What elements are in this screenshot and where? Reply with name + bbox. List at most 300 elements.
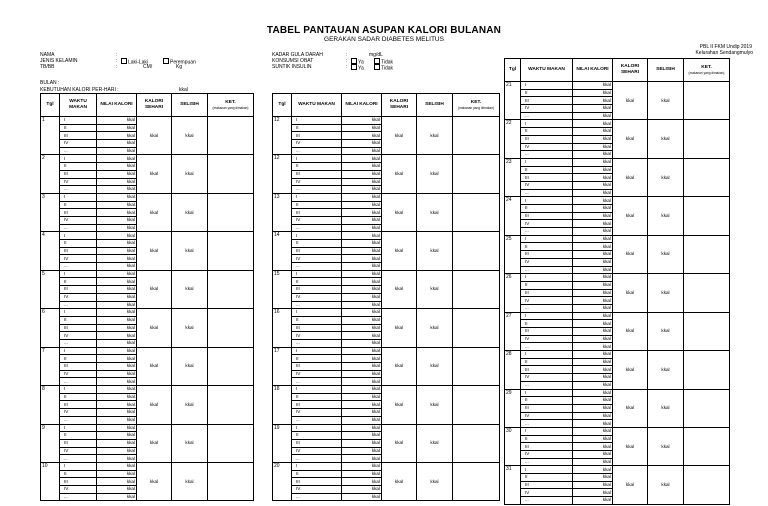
nilai-kalori-cell[interactable]: kkal bbox=[97, 170, 137, 178]
nilai-kalori-cell[interactable]: kkal bbox=[97, 386, 137, 394]
selisih-cell[interactable]: kkal bbox=[648, 274, 684, 312]
ket-cell[interactable] bbox=[684, 120, 730, 158]
ket-cell[interactable] bbox=[453, 270, 500, 308]
insulin-tidak-option[interactable] bbox=[374, 64, 393, 72]
meal-label: ... bbox=[521, 304, 573, 312]
meal-label: IV bbox=[521, 451, 573, 459]
nilai-kalori-cell[interactable]: kkal bbox=[573, 97, 613, 105]
meal-label: III bbox=[521, 212, 573, 220]
nilai-kalori-cell[interactable]: kkal bbox=[342, 363, 382, 371]
nilai-kalori-cell[interactable]: kkal bbox=[342, 416, 382, 424]
nilai-kalori-cell[interactable]: kkal bbox=[573, 297, 613, 305]
nilai-kalori-cell[interactable]: kkal bbox=[342, 301, 382, 309]
kalori-sehari-cell[interactable]: kkal bbox=[613, 158, 648, 196]
selisih-cell[interactable]: kkal bbox=[648, 427, 684, 465]
nilai-kalori-cell[interactable]: kkal bbox=[97, 216, 137, 224]
checkbox-icon[interactable] bbox=[121, 58, 127, 64]
selisih-cell[interactable]: kkal bbox=[172, 117, 208, 155]
selisih-cell[interactable]: kkal bbox=[417, 193, 453, 231]
nilai-kalori-cell[interactable]: kkal bbox=[573, 258, 613, 266]
nilai-kalori-cell[interactable]: kkal bbox=[573, 89, 613, 97]
ket-cell[interactable] bbox=[453, 424, 500, 462]
nilai-kalori-cell[interactable]: kkal bbox=[342, 216, 382, 224]
ket-cell[interactable] bbox=[684, 274, 730, 312]
nilai-kalori-cell[interactable]: kkal bbox=[97, 132, 137, 140]
nilai-kalori-cell[interactable]: kkal bbox=[342, 293, 382, 301]
kalori-sehari-cell[interactable]: kkal bbox=[137, 270, 172, 308]
nilai-kalori-cell[interactable]: kkal bbox=[573, 466, 613, 474]
nilai-kalori-cell[interactable]: kkal bbox=[573, 212, 613, 220]
table-row bbox=[505, 389, 730, 397]
nilai-kalori-cell[interactable]: kkal bbox=[97, 447, 137, 455]
nilai-kalori-cell[interactable]: kkal bbox=[342, 147, 382, 155]
meal-label: II bbox=[60, 124, 97, 132]
meal-label: II bbox=[521, 320, 573, 328]
kalori-sehari-cell[interactable]: kkal bbox=[613, 120, 648, 158]
header-tgl: Tgl bbox=[273, 94, 292, 117]
nilai-kalori-cell[interactable]: kkal bbox=[97, 393, 137, 401]
nilai-kalori-cell[interactable]: kkal bbox=[342, 155, 382, 163]
ket-cell[interactable] bbox=[208, 386, 254, 424]
nilai-kalori-cell[interactable]: kkal bbox=[573, 220, 613, 228]
selisih-cell[interactable]: kkal bbox=[417, 270, 453, 308]
kalori-sehari-cell[interactable]: kkal bbox=[382, 193, 417, 231]
nilai-kalori-cell[interactable]: kkal bbox=[342, 493, 382, 501]
ket-cell[interactable] bbox=[684, 82, 730, 120]
day-number: 10 bbox=[41, 462, 60, 500]
kalori-sehari-cell[interactable]: kkal bbox=[382, 424, 417, 462]
nilai-kalori-cell[interactable]: kkal bbox=[573, 289, 613, 297]
selisih-cell[interactable]: kkal bbox=[648, 158, 684, 196]
nilai-kalori-cell[interactable]: kkal bbox=[573, 374, 613, 382]
nilai-kalori-cell[interactable]: kkal bbox=[342, 386, 382, 394]
nilai-kalori-cell[interactable]: kkal bbox=[97, 470, 137, 478]
meal-label: I bbox=[292, 155, 342, 163]
nilai-kalori-cell[interactable]: kkal bbox=[573, 312, 613, 320]
meal-label: II bbox=[521, 281, 573, 289]
table-row bbox=[41, 155, 254, 163]
kalori-sehari-cell[interactable]: kkal bbox=[613, 197, 648, 235]
meal-label: ... bbox=[292, 416, 342, 424]
kalori-sehari-cell[interactable]: kkal bbox=[613, 389, 648, 427]
meal-label: III bbox=[60, 247, 97, 255]
ket-cell[interactable] bbox=[684, 466, 730, 504]
nilai-kalori-cell[interactable]: kkal bbox=[97, 201, 137, 209]
kalori-sehari-cell[interactable]: kkal bbox=[137, 155, 172, 193]
nilai-kalori-cell[interactable]: kkal bbox=[97, 263, 137, 271]
selisih-cell[interactable]: kkal bbox=[648, 120, 684, 158]
nilai-kalori-cell[interactable]: kkal bbox=[573, 235, 613, 243]
nilai-kalori-cell[interactable]: kkal bbox=[97, 240, 137, 248]
nilai-kalori-cell[interactable]: kkal bbox=[342, 409, 382, 417]
selisih-cell[interactable]: kkal bbox=[648, 466, 684, 504]
nilai-kalori-cell[interactable]: kkal bbox=[342, 486, 382, 494]
nilai-kalori-cell[interactable]: kkal bbox=[342, 370, 382, 378]
ket-cell[interactable] bbox=[684, 427, 730, 465]
kalori-sehari-cell[interactable]: kkal bbox=[137, 386, 172, 424]
nilai-kalori-cell[interactable]: kkal bbox=[97, 140, 137, 148]
selisih-cell[interactable]: kkal bbox=[417, 117, 453, 155]
nilai-kalori-cell[interactable]: kkal bbox=[97, 439, 137, 447]
table-row bbox=[273, 424, 500, 432]
ket-cell[interactable] bbox=[453, 462, 500, 500]
nilai-kalori-cell[interactable]: kkal bbox=[342, 316, 382, 324]
nilai-kalori-cell[interactable]: kkal bbox=[573, 320, 613, 328]
kalori-sehari-cell[interactable]: kkal bbox=[382, 117, 417, 155]
kalori-sehari-cell[interactable]: kkal bbox=[137, 462, 172, 500]
meal-label: III bbox=[292, 170, 342, 178]
nilai-kalori-cell[interactable]: kkal bbox=[97, 163, 137, 171]
nilai-kalori-cell[interactable]: kkal bbox=[342, 424, 382, 432]
nilai-kalori-cell[interactable]: kkal bbox=[342, 286, 382, 294]
nilai-kalori-cell[interactable]: kkal bbox=[97, 286, 137, 294]
nilai-kalori-cell[interactable]: kkal bbox=[97, 370, 137, 378]
nilai-kalori-cell[interactable]: kkal bbox=[97, 332, 137, 340]
nilai-kalori-cell[interactable]: kkal bbox=[573, 412, 613, 420]
nilai-kalori-cell[interactable]: kkal bbox=[342, 470, 382, 478]
meal-label: II bbox=[521, 397, 573, 405]
nilai-kalori-cell[interactable]: kkal bbox=[97, 278, 137, 286]
meal-label: II bbox=[60, 240, 97, 248]
nilai-kalori-cell[interactable]: kkal bbox=[573, 435, 613, 443]
nilai-kalori-cell[interactable]: kkal bbox=[97, 455, 137, 463]
nilai-kalori-cell[interactable]: kkal bbox=[342, 117, 382, 125]
selisih-cell[interactable]: kkal bbox=[417, 424, 453, 462]
nilai-kalori-cell[interactable]: kkal bbox=[97, 270, 137, 278]
kalori-sehari-cell[interactable]: kkal bbox=[137, 347, 172, 385]
day-number: 16 bbox=[273, 309, 292, 347]
nilai-kalori-cell[interactable]: kkal bbox=[342, 132, 382, 140]
nilai-kalori-cell[interactable]: kkal bbox=[342, 439, 382, 447]
nilai-kalori-cell[interactable]: kkal bbox=[97, 193, 137, 201]
selisih-cell[interactable]: kkal bbox=[648, 312, 684, 350]
kalori-sehari-cell[interactable]: kkal bbox=[382, 232, 417, 270]
nilai-kalori-cell[interactable]: kkal bbox=[573, 451, 613, 459]
checkbox-icon[interactable] bbox=[351, 64, 357, 70]
nilai-kalori-cell[interactable]: kkal bbox=[97, 478, 137, 486]
kalori-sehari-cell[interactable]: kkal bbox=[613, 466, 648, 504]
nilai-kalori-cell[interactable]: kkal bbox=[573, 351, 613, 359]
meal-label: IV bbox=[521, 412, 573, 420]
kalori-sehari-cell[interactable]: kkal bbox=[613, 235, 648, 273]
nilai-kalori-cell[interactable]: kkal bbox=[97, 347, 137, 355]
gula-colon: : bbox=[346, 52, 348, 58]
nilai-kalori-cell[interactable]: kkal bbox=[97, 124, 137, 132]
nilai-kalori-cell[interactable]: kkal bbox=[573, 397, 613, 405]
nilai-kalori-cell[interactable]: kkal bbox=[342, 178, 382, 186]
nilai-kalori-cell[interactable]: kkal bbox=[342, 347, 382, 355]
nilai-kalori-cell[interactable]: kkal bbox=[342, 224, 382, 232]
meal-label: II bbox=[60, 470, 97, 478]
kalori-sehari-cell[interactable]: kkal bbox=[382, 462, 417, 500]
nilai-kalori-cell[interactable]: kkal bbox=[573, 143, 613, 151]
nilai-kalori-cell[interactable]: kkal bbox=[342, 455, 382, 463]
nilai-kalori-cell[interactable]: kkal bbox=[342, 186, 382, 194]
kalori-sehari-cell[interactable]: kkal bbox=[613, 312, 648, 350]
kalori-sehari-cell[interactable]: kkal bbox=[137, 309, 172, 347]
nilai-kalori-cell[interactable]: kkal bbox=[97, 255, 137, 263]
nilai-kalori-cell[interactable]: kkal bbox=[97, 409, 137, 417]
ket-cell[interactable] bbox=[453, 347, 500, 385]
nilai-kalori-cell[interactable]: kkal bbox=[573, 243, 613, 251]
nilai-kalori-cell[interactable]: kkal bbox=[342, 124, 382, 132]
ket-cell[interactable] bbox=[208, 193, 254, 231]
nilai-kalori-cell[interactable]: kkal bbox=[342, 309, 382, 317]
ket-cell[interactable] bbox=[208, 117, 254, 155]
kalori-sehari-cell[interactable]: kkal bbox=[382, 309, 417, 347]
meal-label: ... bbox=[292, 186, 342, 194]
nilai-kalori-cell[interactable]: kkal bbox=[342, 278, 382, 286]
meal-label: ... bbox=[60, 455, 97, 463]
nilai-kalori-cell[interactable]: kkal bbox=[573, 489, 613, 497]
nilai-kalori-cell[interactable]: kkal bbox=[573, 358, 613, 366]
ket-cell[interactable] bbox=[453, 232, 500, 270]
meal-label: I bbox=[292, 232, 342, 240]
selisih-cell[interactable]: kkal bbox=[648, 389, 684, 427]
nilai-kalori-cell[interactable]: kkal bbox=[97, 147, 137, 155]
day-number: 5 bbox=[41, 270, 60, 308]
selisih-cell[interactable]: kkal bbox=[172, 386, 208, 424]
nilai-kalori-cell[interactable]: kkal bbox=[342, 332, 382, 340]
kalori-sehari-cell[interactable]: kkal bbox=[613, 82, 648, 120]
ket-cell[interactable] bbox=[684, 351, 730, 389]
nilai-kalori-cell[interactable]: kkal bbox=[573, 105, 613, 113]
ket-cell[interactable] bbox=[208, 155, 254, 193]
table-row bbox=[41, 424, 254, 432]
table-row bbox=[41, 462, 254, 470]
checkbox-icon[interactable] bbox=[374, 64, 380, 70]
meal-label: I bbox=[292, 309, 342, 317]
nilai-kalori-cell[interactable]: kkal bbox=[573, 481, 613, 489]
kalori-sehari-cell[interactable]: kkal bbox=[613, 274, 648, 312]
kalori-sehari-cell[interactable]: kkal bbox=[613, 427, 648, 465]
nilai-kalori-cell[interactable]: kkal bbox=[573, 112, 613, 120]
nilai-kalori-cell[interactable]: kkal bbox=[97, 309, 137, 317]
nilai-kalori-cell[interactable]: kkal bbox=[573, 158, 613, 166]
kalori-sehari-cell[interactable]: kkal bbox=[382, 386, 417, 424]
selisih-cell[interactable]: kkal bbox=[417, 347, 453, 385]
nilai-kalori-cell[interactable]: kkal bbox=[573, 389, 613, 397]
meal-label: II bbox=[521, 128, 573, 136]
ket-cell[interactable] bbox=[684, 197, 730, 235]
day-number: 12 bbox=[273, 117, 292, 155]
nilai-kalori-cell[interactable]: kkal bbox=[573, 120, 613, 128]
nilai-kalori-cell[interactable]: kkal bbox=[97, 178, 137, 186]
ket-cell[interactable] bbox=[208, 347, 254, 385]
kalori-sehari-cell[interactable]: kkal bbox=[382, 270, 417, 308]
nilai-kalori-cell[interactable]: kkal bbox=[97, 224, 137, 232]
nilai-kalori-cell[interactable]: kkal bbox=[97, 486, 137, 494]
selisih-cell[interactable]: kkal bbox=[648, 82, 684, 120]
ket-title: KET. bbox=[225, 100, 236, 105]
nilai-kalori-cell[interactable]: kkal bbox=[573, 166, 613, 174]
ket-cell[interactable] bbox=[208, 424, 254, 462]
selisih-cell[interactable]: kkal bbox=[417, 462, 453, 500]
kalori-table-1 bbox=[40, 93, 254, 501]
nilai-kalori-cell[interactable]: kkal bbox=[342, 339, 382, 347]
nilai-kalori-cell[interactable]: kkal bbox=[342, 201, 382, 209]
day-number: 30 bbox=[505, 427, 521, 465]
selisih-cell[interactable]: kkal bbox=[172, 232, 208, 270]
nilai-kalori-cell[interactable]: kkal bbox=[97, 247, 137, 255]
meal-label: III bbox=[60, 363, 97, 371]
selisih-cell[interactable]: kkal bbox=[417, 155, 453, 193]
nilai-kalori-cell[interactable]: kkal bbox=[97, 401, 137, 409]
ket-cell[interactable] bbox=[208, 462, 254, 500]
nilai-kalori-cell[interactable]: kkal bbox=[97, 316, 137, 324]
day-number: 12 bbox=[273, 155, 292, 193]
checkbox-icon[interactable] bbox=[163, 58, 169, 64]
kalori-sehari-cell[interactable]: kkal bbox=[137, 424, 172, 462]
selisih-cell[interactable]: kkal bbox=[172, 309, 208, 347]
nilai-kalori-cell[interactable]: kkal bbox=[97, 117, 137, 125]
insulin-ya-option[interactable] bbox=[351, 64, 364, 72]
nilai-kalori-cell[interactable]: kkal bbox=[342, 163, 382, 171]
nilai-kalori-cell[interactable]: kkal bbox=[342, 263, 382, 271]
nilai-kalori-cell[interactable]: kkal bbox=[573, 427, 613, 435]
ket-cell[interactable] bbox=[684, 235, 730, 273]
table-row bbox=[505, 274, 730, 282]
nilai-kalori-cell[interactable]: kkal bbox=[342, 393, 382, 401]
nilai-kalori-cell[interactable]: kkal bbox=[573, 304, 613, 312]
ket-cell[interactable] bbox=[453, 117, 500, 155]
nilai-kalori-cell[interactable]: kkal bbox=[97, 493, 137, 501]
table-row bbox=[41, 270, 254, 278]
kalori-sehari-cell[interactable]: kkal bbox=[382, 347, 417, 385]
ket-cell[interactable] bbox=[684, 389, 730, 427]
nilai-kalori-cell[interactable]: kkal bbox=[97, 232, 137, 240]
nilai-kalori-cell[interactable]: kkal bbox=[97, 324, 137, 332]
selisih-cell[interactable]: kkal bbox=[172, 155, 208, 193]
kalori-sehari-cell[interactable]: kkal bbox=[137, 232, 172, 270]
nilai-kalori-cell[interactable]: kkal bbox=[97, 363, 137, 371]
nilai-kalori-cell[interactable]: kkal bbox=[97, 432, 137, 440]
nilai-kalori-cell[interactable]: kkal bbox=[573, 128, 613, 136]
nilai-kalori-cell[interactable]: kkal bbox=[342, 140, 382, 148]
day-number: 2 bbox=[41, 155, 60, 193]
selisih-cell[interactable]: kkal bbox=[648, 235, 684, 273]
selisih-cell[interactable]: kkal bbox=[172, 424, 208, 462]
selisih-cell[interactable]: kkal bbox=[417, 309, 453, 347]
nilai-kalori-cell[interactable]: kkal bbox=[573, 420, 613, 428]
kalori-sehari-cell[interactable]: kkal bbox=[382, 155, 417, 193]
meal-label: I bbox=[521, 466, 573, 474]
nilai-kalori-cell[interactable]: kkal bbox=[342, 270, 382, 278]
obat-colon: : bbox=[346, 58, 348, 64]
table-row bbox=[505, 466, 730, 474]
nilai-kalori-cell[interactable]: kkal bbox=[573, 404, 613, 412]
kalori-sehari-cell[interactable]: kkal bbox=[613, 351, 648, 389]
selisih-cell[interactable]: kkal bbox=[172, 462, 208, 500]
nilai-kalori-cell[interactable]: kkal bbox=[97, 424, 137, 432]
nilai-kalori-cell[interactable]: kkal bbox=[342, 378, 382, 386]
kalori-sehari-cell[interactable]: kkal bbox=[137, 193, 172, 231]
nilai-kalori-cell[interactable]: kkal bbox=[97, 186, 137, 194]
nilai-kalori-cell[interactable]: kkal bbox=[97, 355, 137, 363]
nilai-kalori-cell[interactable]: kkal bbox=[573, 366, 613, 374]
nilai-kalori-cell[interactable]: kkal bbox=[97, 339, 137, 347]
selisih-cell[interactable]: kkal bbox=[172, 347, 208, 385]
selisih-cell[interactable]: kkal bbox=[417, 232, 453, 270]
nilai-kalori-cell[interactable]: kkal bbox=[573, 335, 613, 343]
nilai-kalori-cell[interactable]: kkal bbox=[573, 135, 613, 143]
nilai-kalori-cell[interactable]: kkal bbox=[342, 209, 382, 217]
nilai-kalori-cell[interactable]: kkal bbox=[97, 416, 137, 424]
nilai-kalori-cell[interactable]: kkal bbox=[97, 462, 137, 470]
meal-label: II bbox=[60, 432, 97, 440]
nilai-kalori-cell[interactable]: kkal bbox=[573, 174, 613, 182]
nilai-kalori-cell[interactable]: kkal bbox=[573, 328, 613, 336]
nilai-kalori-cell[interactable]: kkal bbox=[342, 478, 382, 486]
nilai-kalori-cell[interactable]: kkal bbox=[573, 266, 613, 274]
nilai-kalori-cell[interactable]: kkal bbox=[97, 155, 137, 163]
day-number: 15 bbox=[273, 270, 292, 308]
day-number: 13 bbox=[273, 193, 292, 231]
selisih-cell[interactable]: kkal bbox=[648, 351, 684, 389]
nilai-kalori-cell[interactable]: kkal bbox=[573, 458, 613, 466]
nilai-kalori-cell[interactable]: kkal bbox=[573, 228, 613, 236]
nilai-kalori-cell[interactable]: kkal bbox=[573, 151, 613, 159]
nilai-kalori-cell[interactable]: kkal bbox=[573, 474, 613, 482]
nilai-kalori-cell[interactable]: kkal bbox=[342, 447, 382, 455]
nilai-kalori-cell[interactable]: kkal bbox=[342, 401, 382, 409]
nilai-kalori-cell[interactable]: kkal bbox=[342, 324, 382, 332]
nilai-kalori-cell[interactable]: kkal bbox=[342, 355, 382, 363]
nilai-kalori-cell[interactable]: kkal bbox=[342, 170, 382, 178]
ket-cell[interactable] bbox=[208, 232, 254, 270]
nilai-kalori-cell[interactable]: kkal bbox=[573, 205, 613, 213]
ket-cell[interactable] bbox=[453, 309, 500, 347]
ket-cell[interactable] bbox=[208, 309, 254, 347]
nilai-kalori-cell[interactable]: kkal bbox=[573, 497, 613, 505]
nilai-kalori-cell[interactable]: kkal bbox=[342, 432, 382, 440]
kalori-sehari-cell[interactable]: kkal bbox=[137, 117, 172, 155]
nilai-kalori-cell[interactable]: kkal bbox=[97, 209, 137, 217]
selisih-cell[interactable]: kkal bbox=[417, 386, 453, 424]
nilai-kalori-cell[interactable]: kkal bbox=[342, 255, 382, 263]
meal-label: II bbox=[292, 240, 342, 248]
ket-cell[interactable] bbox=[684, 312, 730, 350]
nilai-kalori-cell[interactable]: kkal bbox=[573, 181, 613, 189]
nilai-kalori-cell[interactable]: kkal bbox=[342, 232, 382, 240]
nilai-kalori-cell[interactable]: kkal bbox=[342, 240, 382, 248]
selisih-cell[interactable]: kkal bbox=[172, 270, 208, 308]
nilai-kalori-cell[interactable]: kkal bbox=[342, 247, 382, 255]
nilai-kalori-cell[interactable]: kkal bbox=[342, 462, 382, 470]
nilai-kalori-cell[interactable]: kkal bbox=[573, 189, 613, 197]
nilai-kalori-cell[interactable]: kkal bbox=[573, 381, 613, 389]
nilai-kalori-cell[interactable]: kkal bbox=[97, 293, 137, 301]
nilai-kalori-cell[interactable]: kkal bbox=[573, 197, 613, 205]
header-tgl: Tgl bbox=[41, 94, 60, 117]
nilai-kalori-cell[interactable]: kkal bbox=[97, 301, 137, 309]
nilai-kalori-cell[interactable]: kkal bbox=[97, 378, 137, 386]
ket-cell[interactable] bbox=[208, 270, 254, 308]
selisih-cell[interactable]: kkal bbox=[172, 193, 208, 231]
nilai-kalori-cell[interactable]: kkal bbox=[573, 274, 613, 282]
nilai-kalori-cell[interactable]: kkal bbox=[342, 193, 382, 201]
nilai-kalori-cell[interactable]: kkal bbox=[573, 82, 613, 90]
ket-cell[interactable] bbox=[684, 158, 730, 196]
nilai-kalori-cell[interactable]: kkal bbox=[573, 443, 613, 451]
ket-cell[interactable] bbox=[453, 386, 500, 424]
nilai-kalori-cell[interactable]: kkal bbox=[573, 251, 613, 259]
nilai-kalori-cell[interactable]: kkal bbox=[573, 281, 613, 289]
ket-cell[interactable] bbox=[453, 155, 500, 193]
nilai-kalori-cell[interactable]: kkal bbox=[573, 343, 613, 351]
ket-cell[interactable] bbox=[453, 193, 500, 231]
selisih-cell[interactable]: kkal bbox=[648, 197, 684, 235]
